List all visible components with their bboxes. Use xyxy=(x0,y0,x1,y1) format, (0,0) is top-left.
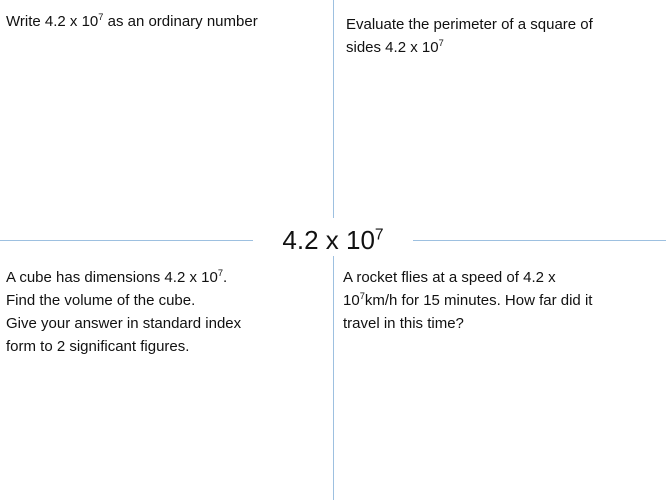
divider-vertical-top xyxy=(333,0,334,218)
center-exponent: 7 xyxy=(374,226,384,244)
question-bottom-left: A cube has dimensions 4.2 x $10^7$. Find the volume of the cube. Give your answer in standard index form to 2 significant figures. xyxy=(6,268,242,355)
center-title: 4.2 x $10^7$ xyxy=(282,225,384,255)
exponent: 7 xyxy=(98,12,104,22)
question-top-left: Write 4.2 x $10^7$ as an ordinary number xyxy=(6,12,258,30)
divider-vertical-bottom xyxy=(333,256,334,500)
exponent: 7 xyxy=(217,268,223,278)
exponent: 7 xyxy=(359,291,365,301)
exponent: 7 xyxy=(438,38,444,48)
question-top-right: Evaluate the perimeter of a square of sides 4.2 x $10^7$ xyxy=(346,16,593,56)
divider-horizontal-left xyxy=(0,240,253,241)
question-bottom-right: A rocket flies at a speed of 4.2 x $10^7km/h$ for 15 minutes. How far did it travel in this time? xyxy=(343,269,593,332)
divider-horizontal-right xyxy=(413,240,666,241)
